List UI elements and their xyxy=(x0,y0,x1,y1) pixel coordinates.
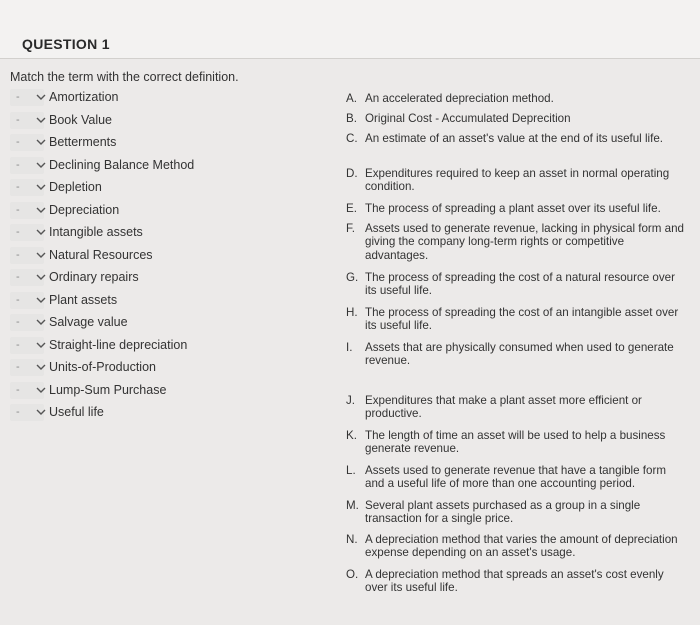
term-label: Amortization xyxy=(49,90,119,104)
definition-text: Original Cost - Accumulated Deprecition xyxy=(365,112,571,125)
definition-item xyxy=(346,92,686,105)
match-select[interactable] xyxy=(10,359,44,376)
term-row xyxy=(0,133,330,153)
chevron-down-icon xyxy=(36,206,46,214)
definition-text: Expenditures that make a plant asset more efficient or productive. xyxy=(365,394,642,421)
select-value: - xyxy=(16,338,20,351)
match-select[interactable] xyxy=(10,112,44,129)
select-value: - xyxy=(16,113,20,126)
definition-item xyxy=(346,202,686,215)
chevron-down-icon xyxy=(36,408,46,416)
select-value: - xyxy=(16,226,20,238)
definition-text: Assets used to generate revenue, lacking in physical form and giving the company long-term rights or competitive advantages. xyxy=(365,222,685,262)
match-select[interactable] xyxy=(10,337,44,354)
term-label: Lump-Sum Purchase xyxy=(49,382,167,397)
select-value: - xyxy=(16,316,20,328)
definition-text: Assets used to generate revenue that have a tangible form and a useful life of more than one accounting period. xyxy=(365,464,666,491)
chevron-down-icon xyxy=(36,386,46,394)
definition-item xyxy=(346,222,686,262)
chevron-down-icon xyxy=(36,93,46,101)
definition-item xyxy=(346,167,686,194)
chevron-down-icon xyxy=(36,318,46,326)
definition-item xyxy=(346,533,686,560)
term-row xyxy=(0,336,330,356)
term-label: Betterments xyxy=(49,135,117,149)
select-value: - xyxy=(16,158,20,171)
select-value: - xyxy=(16,361,20,373)
term-row xyxy=(0,358,330,378)
definition-letter: A. xyxy=(346,92,357,105)
chevron-down-icon xyxy=(36,251,46,259)
definition-item xyxy=(346,499,686,526)
definition-letter: K. xyxy=(346,429,357,442)
definition-letter: C. xyxy=(346,132,358,145)
select-value: - xyxy=(16,203,20,216)
term-row xyxy=(0,313,330,333)
definition-letter: N. xyxy=(346,533,358,546)
match-select[interactable] xyxy=(10,89,44,106)
chevron-down-icon xyxy=(36,228,46,236)
term-row xyxy=(0,178,330,198)
term-label: Plant assets xyxy=(49,292,118,307)
select-value: - xyxy=(16,383,20,396)
definition-text: An estimate of an asset's value at the end of its useful life. xyxy=(365,132,664,145)
chevron-down-icon xyxy=(36,183,46,191)
term-row xyxy=(0,111,330,131)
match-select[interactable] xyxy=(10,157,44,174)
term-label: Intangible assets xyxy=(49,225,143,239)
term-label: Units-of-Production xyxy=(49,360,156,374)
definition-letter: M. xyxy=(346,499,359,512)
select-value: - xyxy=(16,406,20,418)
term-label: Ordinary repairs xyxy=(49,270,139,284)
select-value: - xyxy=(16,91,20,103)
chevron-down-icon xyxy=(36,161,46,169)
match-select[interactable] xyxy=(10,382,44,399)
definition-item xyxy=(346,341,686,368)
term-label: Declining Balance Method xyxy=(49,157,195,172)
definition-letter: I. xyxy=(346,341,353,354)
definition-item xyxy=(346,394,686,421)
definition-text: The process of spreading a plant asset over its useful life. xyxy=(365,202,661,215)
definition-letter: J. xyxy=(346,394,356,407)
term-row xyxy=(0,291,330,311)
match-select[interactable] xyxy=(10,202,44,219)
term-label: Salvage value xyxy=(49,315,128,329)
definition-text: The process of spreading the cost of a natural resource over its useful life. xyxy=(365,271,675,298)
match-select[interactable] xyxy=(10,292,44,309)
term-row xyxy=(0,268,330,288)
chevron-down-icon xyxy=(36,341,46,349)
select-value: - xyxy=(16,136,20,148)
definition-text: The process of spreading the cost of an intangible asset over its useful life. xyxy=(365,306,679,333)
match-select[interactable] xyxy=(10,247,44,264)
definition-text: Assets that are physically consumed when used to generate revenue. xyxy=(365,341,674,368)
term-label: Depletion xyxy=(49,180,102,194)
definition-text: Several plant assets purchased as a group in a single transaction for a single price. xyxy=(365,499,641,526)
term-label: Depreciation xyxy=(49,202,120,217)
definition-item xyxy=(346,429,686,456)
term-label: Straight-line depreciation xyxy=(49,337,188,352)
definition-letter: G. xyxy=(346,271,359,284)
term-row xyxy=(0,246,330,266)
term-label: Book Value xyxy=(49,112,113,127)
definition-text: Expenditures required to keep an asset in normal operating condition. xyxy=(365,167,670,194)
term-label: Useful life xyxy=(49,405,104,419)
match-select[interactable] xyxy=(10,224,44,241)
match-select[interactable] xyxy=(10,404,44,421)
select-value: - xyxy=(16,181,20,193)
match-select[interactable] xyxy=(10,269,44,286)
definition-item xyxy=(346,464,686,491)
term-row xyxy=(0,156,330,176)
definition-letter: D. xyxy=(346,167,358,180)
definition-text: An accelerated depreciation method. xyxy=(365,92,554,105)
term-row xyxy=(0,381,330,401)
match-select[interactable] xyxy=(10,134,44,151)
select-value: - xyxy=(16,248,20,261)
definition-letter: H. xyxy=(346,306,358,319)
term-row xyxy=(0,403,330,423)
question-instruction: Match the term with the correct definition. xyxy=(10,70,239,84)
term-row xyxy=(0,223,330,243)
definition-letter: O. xyxy=(346,568,359,581)
question-title: QUESTION 1 xyxy=(22,36,110,52)
definition-item xyxy=(346,306,686,333)
definition-letter: B. xyxy=(346,112,357,125)
definition-letter: L. xyxy=(346,464,356,477)
definition-item xyxy=(346,132,686,145)
definition-text: A depreciation method that spreads an asset's cost evenly over its useful life. xyxy=(365,568,664,595)
definition-text: A depreciation method that varies the amount of depreciation expense depending on an asset's usage. xyxy=(365,533,678,560)
definition-text: The length of time an asset will be used to help a business generate revenue. xyxy=(365,429,666,456)
chevron-down-icon xyxy=(36,273,46,281)
match-select[interactable] xyxy=(10,179,44,196)
definition-item xyxy=(346,112,686,125)
header-divider xyxy=(0,58,700,59)
definition-letter: E. xyxy=(346,202,357,215)
term-row xyxy=(0,88,330,108)
term-row xyxy=(0,201,330,221)
select-value: - xyxy=(16,271,20,283)
definition-letter: F. xyxy=(346,222,356,235)
chevron-down-icon xyxy=(36,296,46,304)
match-select[interactable] xyxy=(10,314,44,331)
definition-item xyxy=(346,568,686,595)
select-value: - xyxy=(16,293,20,306)
chevron-down-icon xyxy=(36,138,46,146)
definition-item xyxy=(346,271,686,298)
term-label: Natural Resources xyxy=(49,247,153,262)
chevron-down-icon xyxy=(36,116,46,124)
chevron-down-icon xyxy=(36,363,46,371)
